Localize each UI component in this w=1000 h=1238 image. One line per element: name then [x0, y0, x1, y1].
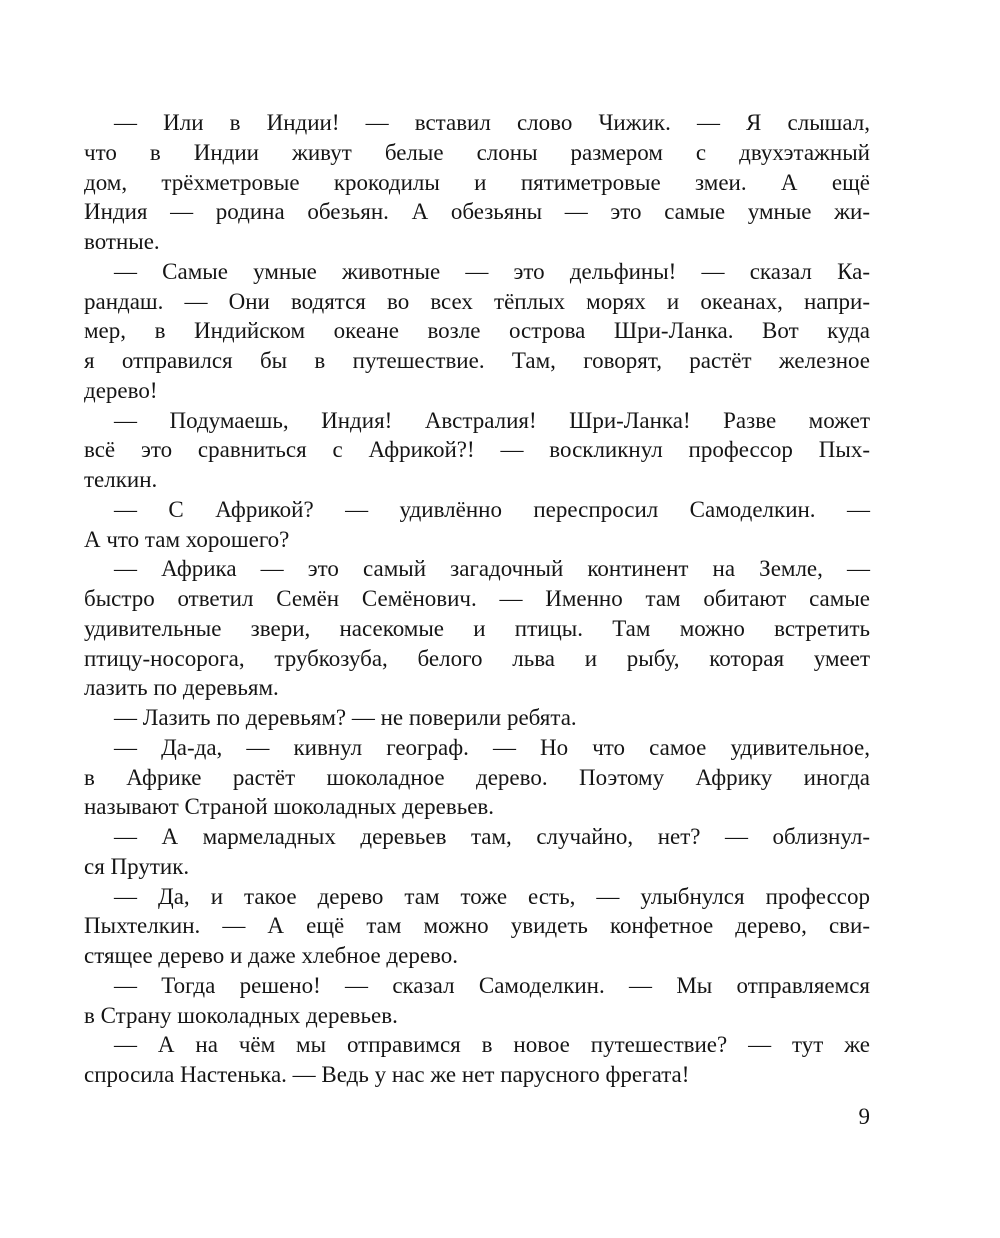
paragraph	[84, 971, 870, 1031]
paragraph	[84, 733, 870, 822]
paragraph	[84, 703, 870, 733]
paragraph	[84, 406, 870, 495]
text-line: в Страну шоколадных деревьев.	[84, 1002, 398, 1028]
text-line: стящее дерево и даже хлебное дерево.	[84, 943, 459, 968]
paragraph	[84, 554, 870, 703]
text-line: удивительные звери, насекомые и птицы. Там можно встретить	[84, 615, 870, 641]
text-line: — Лазить по деревьям? — не поверили ребята.	[114, 705, 577, 730]
text-line: быстро ответил Семён Семёнович. — Именно там обитают самые	[84, 586, 870, 611]
text-line: лазить по деревьям.	[84, 675, 279, 701]
page-number: 9	[858, 1104, 870, 1129]
text-line: вотные.	[84, 229, 160, 254]
text-line: в Африке растёт шоколадное дерево. Поэтому Африку иногда	[84, 764, 870, 790]
text-line: всё это сравниться с Африкой?! — воскликнул профессор Пых-	[84, 437, 870, 463]
text-line: телкин.	[84, 467, 158, 492]
text-line: — Подумаешь, Индия! Австралия! Шри-Ланка! Разве может	[114, 407, 870, 433]
text-line: дерево!	[84, 377, 158, 403]
text-line: птицу-носорога, трубкозуба, белого льва и рыбу, которая умеет	[84, 645, 870, 671]
paragraph	[84, 495, 870, 555]
text-line: — Тогда решено! — сказал Самоделкин. — Мы отправляемся	[114, 972, 870, 998]
text-line: — Или в Индии! — вставил слово Чижик. — Я слышал,	[114, 110, 870, 135]
text-line: — Африка — это самый загадочный континент на Земле, —	[114, 556, 870, 582]
page-text	[84, 108, 870, 1090]
text-line: — Самые умные животные — это дельфины! — сказал Ка-	[114, 258, 870, 284]
text-line: мер, в Индийском океане возле острова Шри-Ланка. Вот куда	[84, 318, 870, 344]
text-line: что в Индии живут белые слоны размером с двухэтажный	[84, 139, 870, 165]
text-line: — А на чём мы отправимся в новое путешествие? — тут же	[114, 1032, 870, 1058]
text-line: рандаш. — Они водятся во всех тёплых морях и океанах, напри-	[84, 288, 870, 314]
text-line: я отправился бы в путешествие. Там, говорят, растёт железное	[84, 348, 870, 373]
text-line: спросила Настенька. — Ведь у нас же нет парусного фрегата!	[84, 1062, 690, 1087]
paragraph	[84, 257, 870, 406]
text-line: Пыхтелкин. — А ещё там можно увидеть конфетное дерево, сви-	[84, 913, 870, 939]
paragraph	[84, 882, 870, 971]
text-line: называют Страной шоколадных деревьев.	[84, 794, 495, 820]
text-line: ся Прутик.	[84, 853, 190, 879]
text-line: — С Африкой? — удивлённо переспросил Самоделкин. —	[114, 496, 870, 522]
text-line: дом, трёхметровые крокодилы и пятиметровые змеи. А ещё	[84, 169, 870, 195]
paragraph	[84, 108, 870, 257]
paragraph	[84, 1030, 870, 1090]
text-line: — А мармеладных деревьев там, случайно, нет? — облизнул-	[114, 824, 870, 849]
text-line: Индия — родина обезьян. А обезьяны — это самые умные жи-	[84, 199, 870, 225]
text-line: — Да-да, — кивнул географ. — Но что самое удивительное,	[114, 734, 870, 760]
text-line: — Да, и такое дерево там тоже есть, — улыбнулся профессор	[114, 883, 870, 909]
paragraph	[84, 822, 870, 882]
text-line: А что там хорошего?	[84, 526, 290, 552]
